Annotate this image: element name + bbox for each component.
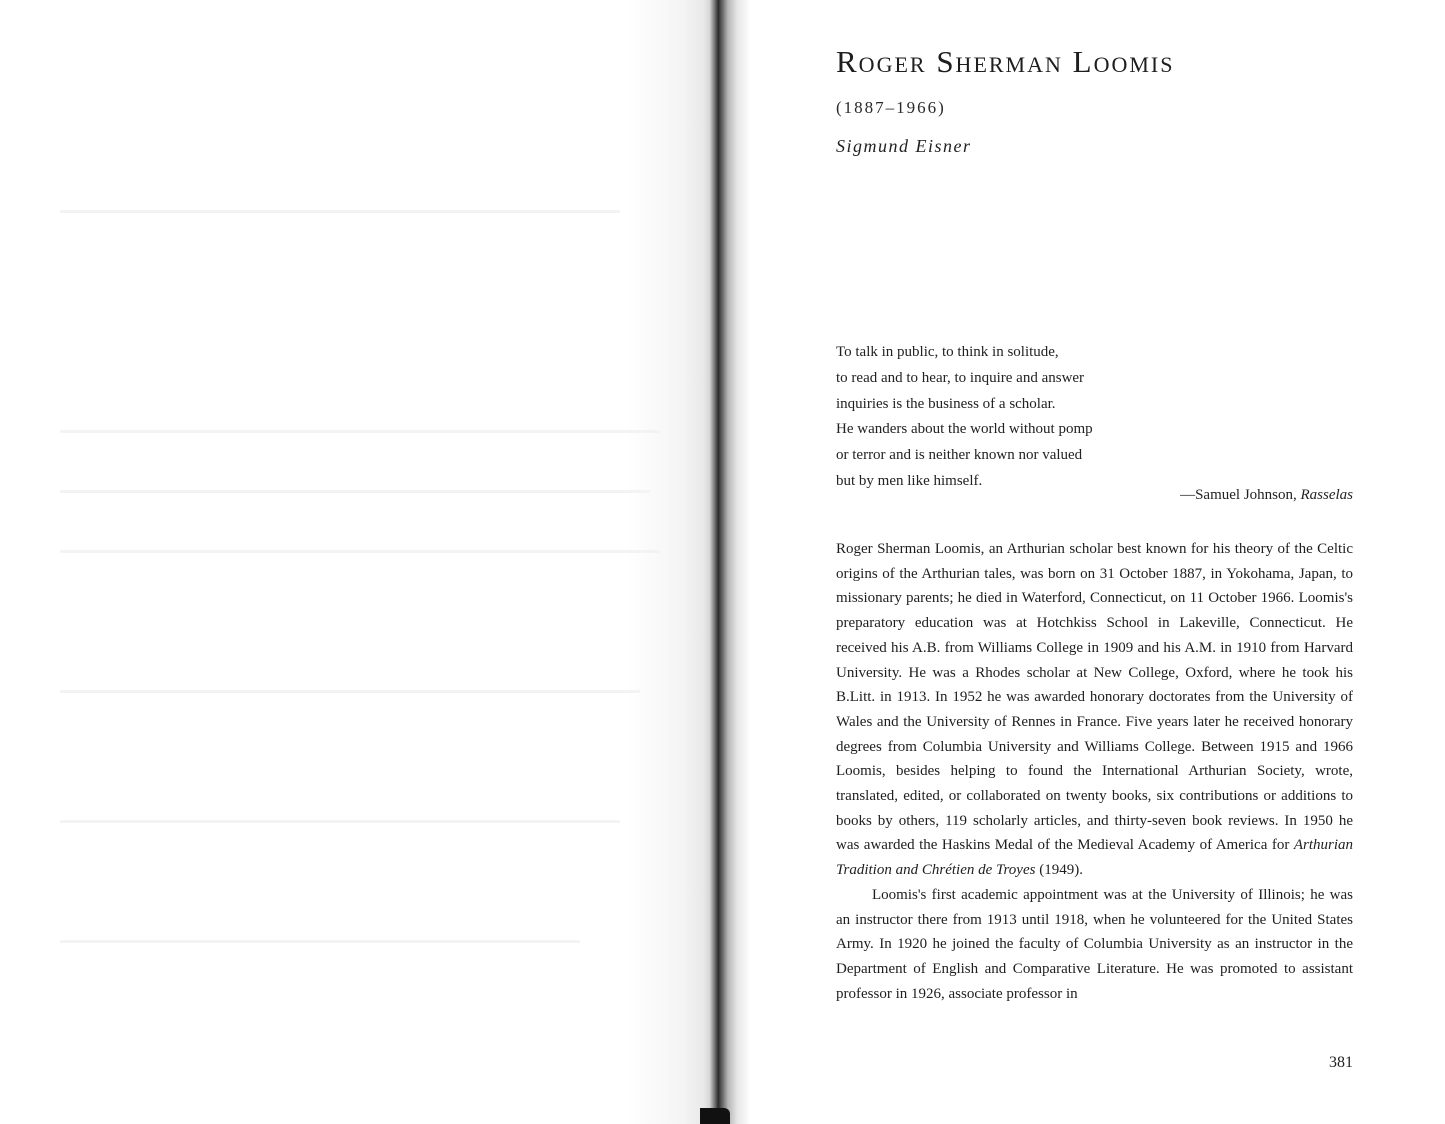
gutter-shadow [700,1108,730,1124]
epigraph-line: or terror and is neither known nor valued [836,447,1083,464]
page-number: 381 [1329,1054,1353,1071]
paragraph-1 [836,537,1353,883]
chapter-title: Roger Sherman Loomis [836,44,1175,79]
paragraph-1-end: (1949). [1035,862,1083,879]
left-page-blank [0,0,712,1124]
paragraph-1-text: Roger Sherman Loomis, an Arthurian scholar best known for his theory of the Celtic origins of the Arthurian tales, was born on 31 October 1887, in Yokohama, Japan, to missionary parents; he died in Waterford, Connecticut, on 11 October 1966. Loomis's preparatory education was at Hotchkiss School in Lakeville, Connecticut. He received his A.B. from Williams College in 1909 and his A.M. in 1910 from Harvard University. He was a Rhodes scholar at New College, Oxford, where he took his B.Litt. in 1913. In 1952 he was awarded honorary doctorates from the University of Wales and the University of Rennes in France. Five years later he received honorary degrees from Columbia University and Williams College. Between 1915 and 1966 Loomis, besides helping to found the International Arthurian Society, wrote, translated, edited, or collaborated on twenty books, six contributions or additions to books by others, 119 scholarly articles, and thirty-seven book reviews. In 1950 he was awarded the Haskins Medal of the Medieval Academy of America for [836,541,1353,854]
show-through-line [60,490,650,493]
book-gutter [704,0,750,1124]
epigraph-line: He wanders about the world without pomp [836,421,1093,438]
epigraph [836,340,1166,495]
attribution-work: Rasselas [1300,487,1353,503]
show-through-line [60,940,580,943]
show-through-line [60,430,660,433]
show-through-line [60,210,620,213]
life-dates: (1887–1966) [836,98,946,117]
epigraph-line: To talk in public, to think in solitude, [836,344,1059,360]
book-title: Arthurian Tradition and Chrétien de Troyes [836,837,1353,879]
epigraph-line: to read and to hear, to inquire and answer [836,369,1085,386]
epigraph-line: inquiries is the business of a scholar. [836,395,1056,412]
show-through-line [60,550,660,553]
body-text [836,537,1353,1006]
show-through-line [60,820,620,823]
show-through-line [60,690,640,693]
essay-author: Sigmund Eisner [836,136,972,156]
epigraph-attribution [1180,487,1353,504]
attribution-author: —Samuel Johnson, [1180,487,1301,503]
epigraph-line: but by men like himself. [836,472,983,489]
paragraph-2: Loomis's first academic appointment was at the University of Illinois; he was an instructor there from 1913 until 1918, when he volunteered for the United States Army. In 1920 he joined the faculty of Columbia University as an instructor in the Department of English and Comparative Literature. He was promoted to assistant professor in 1926, associate professor in [836,886,1353,1002]
